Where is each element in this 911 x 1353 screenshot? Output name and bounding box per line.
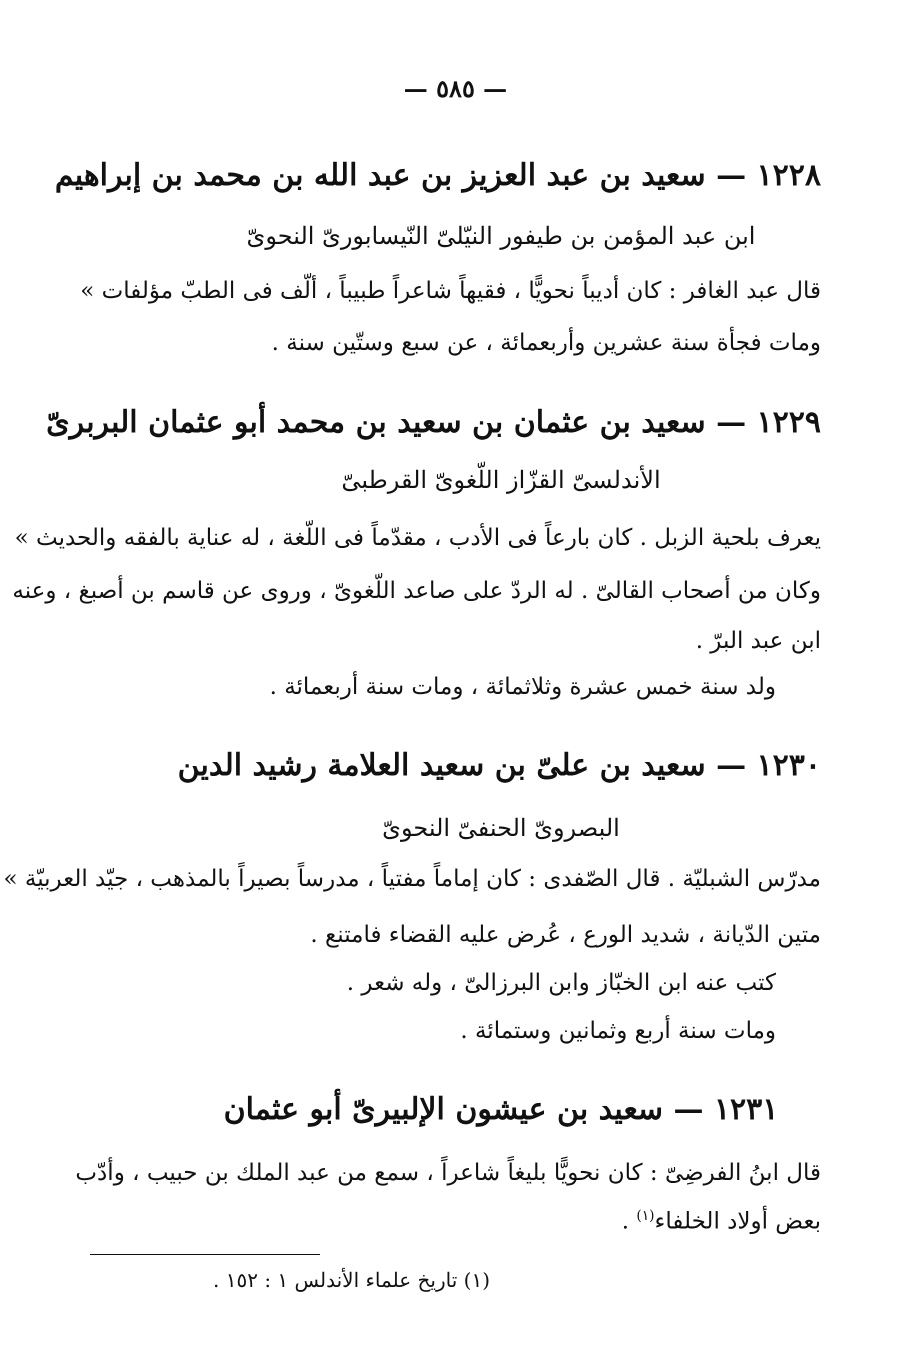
entry-line: يعرف بلحية الزبل . كان بارعاً فى الأدب ، مقدّماً فى اللّغة ، له عناية بالفقه والحديث » bbox=[14, 525, 821, 551]
entry-line: كتب عنه ابن الخبّاز وابن البرزالىّ ، وله شعر . bbox=[346, 970, 776, 996]
entry-line: ابن عبد البرّ . bbox=[695, 628, 821, 654]
entry-line: ولد سنة خمس عشرة وثلاثمائة ، ومات سنة أربعمائة . bbox=[269, 674, 776, 700]
entry-title-1231: ١٢٣١ — سعيد بن عيشون الإلبيرىّ أبو عثمان bbox=[223, 1092, 779, 1127]
footnote-marker: (١) bbox=[636, 1208, 655, 1224]
entry-title-1228: ١٢٢٨ — سعيد بن عبد العزيز بن عبد الله بن محمد بن إبراهيم bbox=[54, 158, 821, 193]
footnote-divider bbox=[90, 1254, 320, 1255]
page-number: — ٥٨٥ — bbox=[403, 74, 508, 103]
entry-subtitle-1229: الأندلسىّ القزّاز اللّغوىّ القرطبىّ bbox=[341, 466, 661, 494]
entry-subtitle-1228: ابن عبد المؤمن بن طيفور النيّلىّ النّيسابورىّ النحوىّ bbox=[246, 222, 756, 250]
footnote: (١) تاريخ علماء الأندلس ١ : ١٥٢ . bbox=[213, 1268, 490, 1292]
entry-line: وكان من أصحاب القالىّ . له الردّ على صاعد اللّغوىّ ، وروى عن قاسم بن أصبغ ، وعنه bbox=[12, 578, 821, 604]
entry-line: ومات فجأة سنة عشرين وأربعمائة ، عن سبع وستّين سنة . bbox=[271, 330, 821, 356]
entry-line: متين الدّيانة ، شديد الورع ، عُرض عليه القضاء فامتنع . bbox=[310, 922, 821, 948]
entry-line: مدرّس الشبليّة . قال الصّفدى : كان إماماً مفتياً ، مدرساً بصيراً بالمذهب ، جيّد العربيّة » bbox=[3, 866, 821, 892]
entry-line-text: بعض أولاد الخلفاء bbox=[654, 1208, 821, 1235]
entry-title-1230: ١٢٣٠ — سعيد بن علىّ بن سعيد العلامة رشيد الدين bbox=[177, 748, 821, 783]
entry-line: قال عبد الغافر : كان أديباً نحويًّا ، فقيهاً شاعراً طبيباً ، ألّف فى الطبّ مؤلفات » bbox=[80, 278, 821, 304]
entry-line-with-note: بعض أولاد الخلفاء$^{(١)}$ . bbox=[621, 1208, 821, 1235]
entry-title-1229: ١٢٢٩ — سعيد بن عثمان بن سعيد بن محمد أبو عثمان البربرىّ bbox=[46, 405, 821, 440]
entry-line: قال ابنُ الفرضِىّ : كان نحويًّا بليغاً شاعراً ، سمع من عبد الملك بن حبيب ، وأدّب bbox=[75, 1160, 821, 1186]
entry-line: ومات سنة أربع وثمانين وستمائة . bbox=[460, 1018, 776, 1044]
entry-subtitle-1230: البصروىّ الحنفىّ النحوىّ bbox=[382, 814, 620, 842]
